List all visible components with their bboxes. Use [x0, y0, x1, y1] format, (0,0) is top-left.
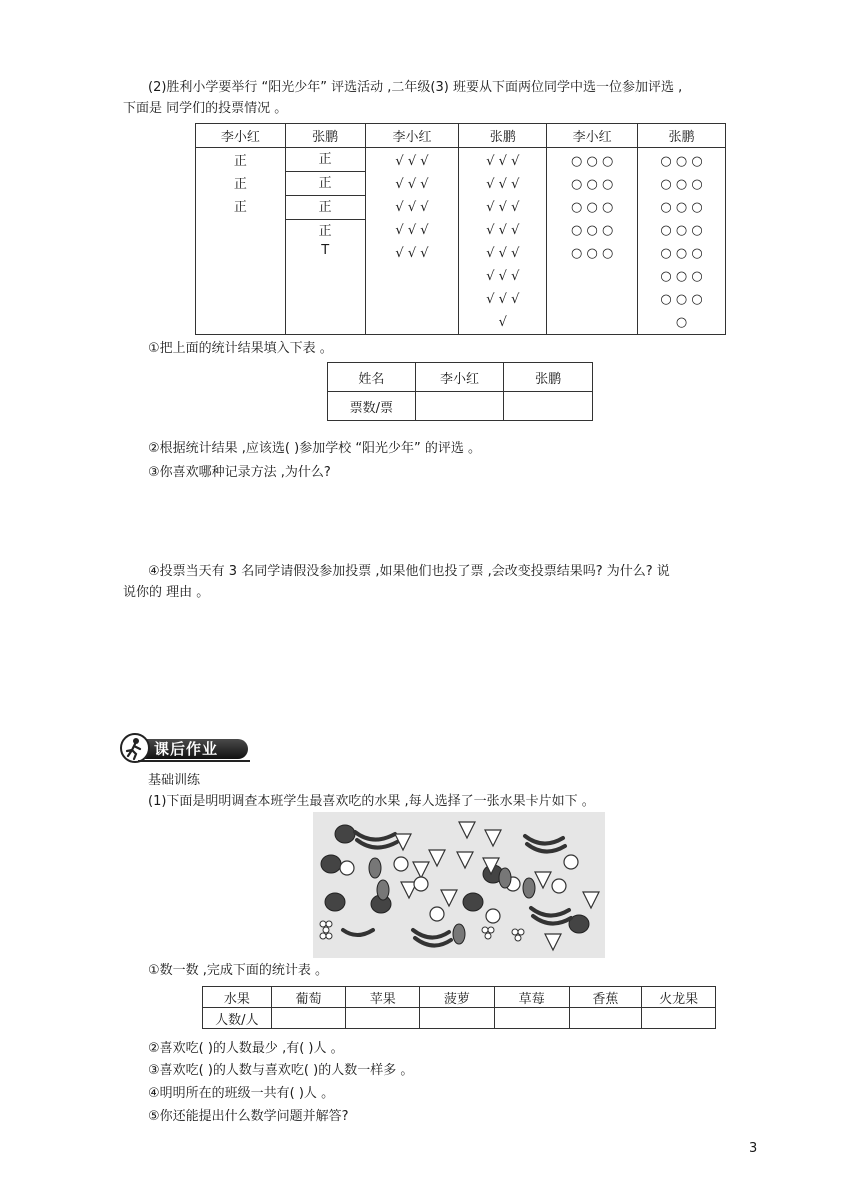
fruit-answer-cell[interactable]: [494, 1008, 569, 1029]
tally-mark: 正: [286, 148, 365, 172]
tally-mark: 正: [318, 224, 332, 239]
tally-col-check-zhangpeng: [459, 148, 547, 335]
tally-mark: ○ ○ ○: [660, 246, 703, 261]
q1-sub5: ⑤你还能提出什么数学问题并解答?: [148, 1109, 349, 1124]
tally-mark: √ √ √: [486, 269, 520, 284]
q2-sub4-line1: ④投票当天有 3 名同学请假没参加投票 ,如果他们也投了票 ,会改变投票结果吗? 为什么? 说: [148, 564, 670, 579]
q2-sub4-line2: 说你的 理由 。: [123, 585, 210, 600]
fruit-answer-cell[interactable]: [420, 1008, 495, 1029]
tally-col-zheng-zhangpeng: [285, 148, 365, 335]
tally-header-row: [196, 124, 726, 148]
tally-mark: 正: [233, 177, 247, 192]
tally-mark: √ √ √: [395, 200, 429, 215]
tally-header: 张鹏: [638, 124, 726, 148]
tally-mark: √: [498, 315, 507, 330]
q2-intro-line1: (2)胜利小学要举行 “阳光少年” 评选活动 ,二年级(3) 班要从下面两位同学中选一位参加评选 ,: [148, 80, 683, 95]
q1-sub2: ②喜欢吃( )的人数最少 ,有( )人 。: [148, 1041, 344, 1056]
q2-sub2: ②根据统计结果 ,应该选( )参加学校 “阳光少年” 的评选 。: [148, 441, 482, 456]
tally-mark: √ √ √: [486, 246, 520, 261]
result-header-name: 姓名: [328, 363, 416, 392]
tally-col-circle-zhangpeng: [638, 148, 726, 335]
result-answer-cell[interactable]: [504, 392, 593, 421]
q2-sub3: ③你喜欢哪种记录方法 ,为什么?: [148, 465, 331, 480]
fruit-header: 草莓: [494, 987, 569, 1008]
tally-mark: 正: [286, 196, 365, 220]
result-header-lixiaohong: 李小红: [415, 363, 504, 392]
fruit-answer-cell[interactable]: [569, 1008, 642, 1029]
tally-header: 李小红: [196, 124, 286, 148]
tally-header: 张鹏: [285, 124, 365, 148]
tally-mark: ○ ○ ○: [660, 154, 703, 169]
fruit-header: 火龙果: [642, 987, 716, 1008]
q1-sub4: ④明明所在的班级一共有( )人 。: [148, 1086, 335, 1101]
tally-mark: 正: [233, 154, 247, 169]
tally-mark: ○ ○ ○: [660, 269, 703, 284]
section-title: 课后作业: [154, 740, 219, 758]
q2-sub1: ①把上面的统计结果填入下表 。: [148, 341, 333, 356]
tally-mark: √ √ √: [395, 177, 429, 192]
q1-intro: (1)下面是明明调查本班学生最喜欢吃的水果 ,每人选择了一张水果卡片如下 。: [148, 794, 595, 809]
result-votes-row: [328, 392, 593, 421]
fruit-count-row: [203, 1008, 716, 1029]
tally-mark: √ √ √: [486, 223, 520, 238]
tally-col-check-lixiaohong: [365, 148, 459, 335]
tally-mark: √ √ √: [486, 200, 520, 215]
tally-mark: √ √ √: [395, 246, 429, 261]
q2-intro-line2: 下面是 同学们的投票情况 。: [123, 101, 288, 116]
fruit-answer-cell[interactable]: [271, 1008, 346, 1029]
fruit-cards-image: [313, 812, 605, 958]
tally-mark: ○ ○ ○: [660, 223, 703, 238]
tally-mark: ○ ○ ○: [660, 292, 703, 307]
fruit-answer-cell[interactable]: [346, 1008, 420, 1029]
tally-mark: ○ ○ ○: [571, 223, 614, 238]
tally-mark: T: [321, 243, 330, 258]
tally-col-zheng-lixiaohong: [196, 148, 286, 335]
vote-tally-table: [195, 123, 726, 335]
tally-mark: √ √ √: [395, 223, 429, 238]
tally-mark: √ √ √: [486, 292, 520, 307]
fruit-header: 水果: [203, 987, 272, 1008]
q1-sub3: ③喜欢吃( )的人数与喜欢吃( )的人数一样多 。: [148, 1063, 414, 1078]
result-row-label: 票数/票: [328, 392, 416, 421]
fruit-answer-cell[interactable]: [642, 1008, 716, 1029]
fruit-row-label: 人数/人: [203, 1008, 272, 1029]
section-badge: [120, 733, 250, 763]
tally-body-row: [196, 148, 726, 335]
tally-mark: ○: [675, 315, 688, 330]
tally-mark: ○ ○ ○: [571, 177, 614, 192]
tally-mark: ○ ○ ○: [571, 200, 614, 215]
tally-header: 李小红: [365, 124, 459, 148]
tally-mark: √ √ √: [486, 154, 520, 169]
vote-result-table: [327, 362, 593, 421]
fruit-header: 葡萄: [271, 987, 346, 1008]
result-header-row: [328, 363, 593, 392]
tally-col-circle-lixiaohong: [547, 148, 638, 335]
tally-header: 张鹏: [459, 124, 547, 148]
tally-mark: 正: [286, 172, 365, 196]
fruit-header: 香蕉: [569, 987, 642, 1008]
fruit-tally-table: [202, 986, 716, 1029]
tally-mark: 正: [233, 200, 247, 215]
page-number: 3: [749, 1141, 758, 1156]
q1-sub1: ①数一数 ,完成下面的统计表 。: [148, 963, 329, 978]
basic-training-label: 基础训练: [148, 773, 201, 788]
tally-mark: ○ ○ ○: [660, 177, 703, 192]
badge-underline: [138, 760, 250, 762]
tally-mark: √ √ √: [486, 177, 520, 192]
fruit-header: 苹果: [346, 987, 420, 1008]
runner-icon: [120, 733, 150, 763]
tally-mark: ○ ○ ○: [571, 246, 614, 261]
fruit-header: 菠萝: [420, 987, 495, 1008]
result-answer-cell[interactable]: [415, 392, 504, 421]
tally-header: 李小红: [547, 124, 638, 148]
tally-mark: ○ ○ ○: [571, 154, 614, 169]
fruit-header-row: [203, 987, 716, 1008]
tally-mark: √ √ √: [395, 154, 429, 169]
result-header-zhangpeng: 张鹏: [504, 363, 593, 392]
tally-mark: ○ ○ ○: [660, 200, 703, 215]
